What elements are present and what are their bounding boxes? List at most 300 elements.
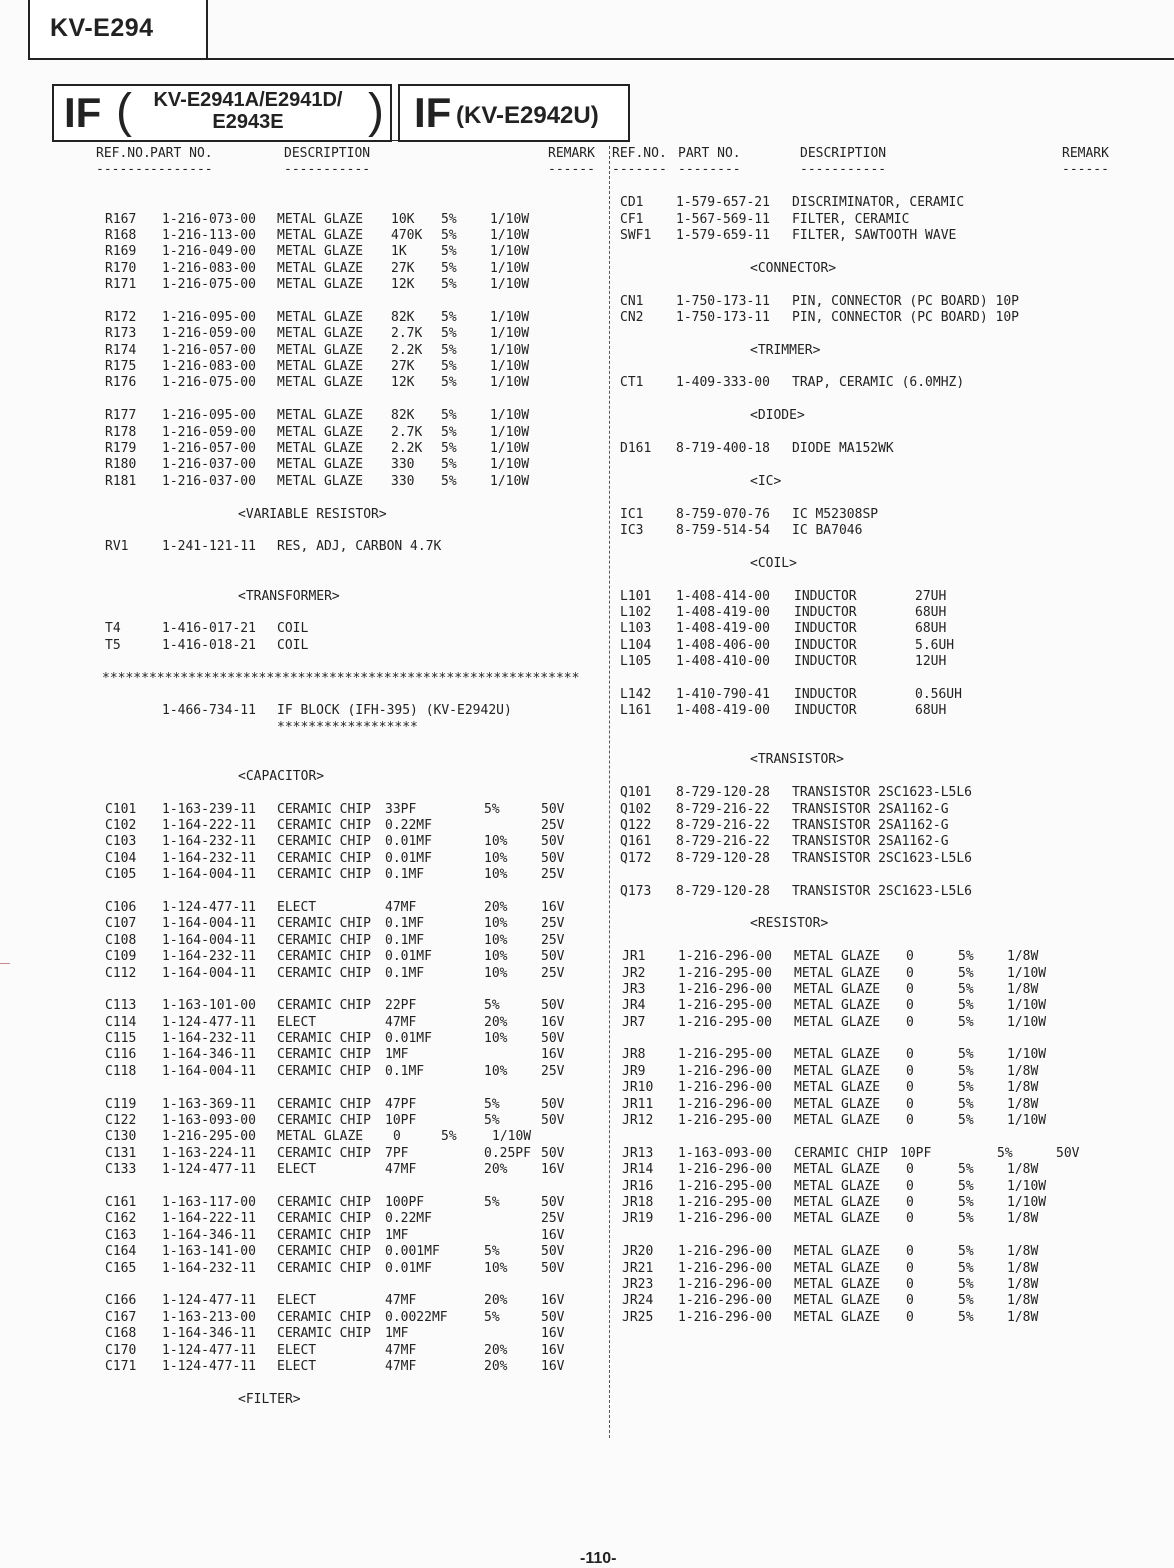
desc-field-3: 5% <box>958 1276 974 1292</box>
part-row <box>612 949 1172 965</box>
desc-field-2: 12UH <box>915 654 947 670</box>
parts-list-right <box>612 146 1172 1326</box>
col-description: ----------- <box>800 162 887 178</box>
section-heading <box>0 769 606 785</box>
desc-field-3: 10% <box>484 1031 508 1047</box>
desc-field-1: METAL GLAZE <box>794 1211 881 1227</box>
desc-field-1: COIL <box>277 637 309 653</box>
desc-field-1: INDUCTOR <box>794 588 857 604</box>
desc-field-1: CERAMIC CHIP <box>277 1309 371 1325</box>
desc-field-1: ELECT <box>277 899 317 915</box>
blank-row <box>612 539 1172 555</box>
desc-field-1: METAL GLAZE <box>794 1063 881 1079</box>
ref-no: JR14 <box>622 1162 654 1178</box>
desc-field-4: 1/8W <box>1007 1063 1039 1079</box>
part-row <box>612 638 1172 654</box>
ref-no: R180 <box>105 457 137 473</box>
ref-no: C112 <box>105 965 137 981</box>
part-row <box>0 851 606 867</box>
ref-no: C105 <box>105 867 137 883</box>
ref-no: R175 <box>105 359 137 375</box>
section-title: <RESISTOR> <box>750 916 829 932</box>
desc-field-1: CERAMIC CHIP <box>277 1096 371 1112</box>
desc-field-1: CERAMIC CHIP <box>277 801 371 817</box>
desc-field-3: 5% <box>484 1309 500 1325</box>
desc-field-3: 20% <box>484 1293 508 1309</box>
part-no: 8-729-216-22 <box>676 818 770 834</box>
desc-field-4: 25V <box>541 867 565 883</box>
part-no: 1-164-232-11 <box>162 949 256 965</box>
section-title: <VARIABLE RESISTOR> <box>238 506 387 522</box>
ref-no: JR3 <box>622 981 646 997</box>
desc-field-1: METAL GLAZE <box>277 359 364 375</box>
desc-field-4: 50V <box>541 1145 565 1161</box>
desc-field-1: METAL GLAZE <box>794 1293 881 1309</box>
blank-row <box>612 769 1172 785</box>
desc-field-2: 47MF <box>385 899 417 915</box>
desc-field-3: 5% <box>958 965 974 981</box>
desc-field-3: 5% <box>441 227 457 243</box>
desc-field-1: INDUCTOR <box>794 654 857 670</box>
desc-field-2: 0.56UH <box>915 686 962 702</box>
ref-no: C118 <box>105 1063 137 1079</box>
part-row <box>0 802 606 818</box>
desc-field-1: METAL GLAZE <box>794 981 881 997</box>
desc-field-3: 5% <box>441 408 457 424</box>
desc-field-2: 7PF <box>385 1145 409 1161</box>
part-no: 1-408-419-00 <box>676 604 770 620</box>
edge-mark <box>0 963 10 964</box>
section-heading <box>612 474 1172 490</box>
desc-field-1: CERAMIC CHIP <box>277 1113 371 1129</box>
part-row <box>612 523 1172 539</box>
desc-field-3: 20% <box>484 1358 508 1374</box>
part-row <box>612 1211 1172 1227</box>
ref-no: L104 <box>620 637 652 653</box>
desc-field-4: 1/8W <box>1007 1211 1039 1227</box>
section-title: <DIODE> <box>750 408 805 424</box>
desc-field-3: 5% <box>958 1063 974 1079</box>
part-row <box>612 982 1172 998</box>
part-no: 1-216-037-00 <box>162 473 256 489</box>
desc-field-1: METAL GLAZE <box>794 998 881 1014</box>
col-remark: REMARK <box>548 146 595 161</box>
desc-field-4: 1/10W <box>490 375 530 391</box>
section-heading <box>612 408 1172 424</box>
desc-field-4: 1/8W <box>1007 1276 1039 1292</box>
blank-row <box>0 556 606 572</box>
desc-field-2: 0 <box>906 1080 914 1096</box>
blank-row <box>0 294 606 310</box>
desc-field-2: 0 <box>906 981 914 997</box>
ref-no: C115 <box>105 1031 137 1047</box>
part-no: 1-124-477-11 <box>162 1293 256 1309</box>
desc-field-2: 330 <box>391 473 415 489</box>
desc-field-1: FILTER, SAWTOOTH WAVE <box>792 227 957 243</box>
desc-field-1: IC BA7046 <box>792 522 863 538</box>
part-no: 1-408-406-00 <box>676 637 770 653</box>
blank-row <box>612 277 1172 293</box>
part-no: 1-216-296-00 <box>678 1276 772 1292</box>
desc-field-1: METAL GLAZE <box>794 949 881 965</box>
desc-field-3: 20% <box>484 1162 508 1178</box>
part-row <box>0 703 606 719</box>
desc-field-2: 0 <box>906 1047 914 1063</box>
desc-field-1: CERAMIC CHIP <box>277 998 371 1014</box>
desc-field-4: 16V <box>541 1162 565 1178</box>
ref-no: JR9 <box>622 1063 646 1079</box>
desc-field-2: 470K <box>391 227 423 243</box>
part-no: 1-408-414-00 <box>676 588 770 604</box>
section-heading <box>612 343 1172 359</box>
ref-no: C171 <box>105 1358 137 1374</box>
ref-no: Q101 <box>620 785 652 801</box>
part-no: 8-759-070-76 <box>676 506 770 522</box>
blank-row <box>0 1277 606 1293</box>
part-no: 8-729-216-22 <box>676 834 770 850</box>
blank-row <box>612 572 1172 588</box>
desc-field-3: 5% <box>441 473 457 489</box>
desc-field-1: INDUCTOR <box>794 621 857 637</box>
desc-field-3: 10% <box>484 916 508 932</box>
desc-field-2: 27UH <box>915 588 947 604</box>
ref-no: C116 <box>105 1047 137 1063</box>
desc-field-2: 27K <box>391 359 415 375</box>
desc-field-2: 2.7K <box>391 424 423 440</box>
ref-no: C107 <box>105 916 137 932</box>
desc-field-4: 16V <box>541 1227 565 1243</box>
ref-no: C114 <box>105 1014 137 1030</box>
part-no: 8-729-120-28 <box>676 785 770 801</box>
blank-row <box>612 1129 1172 1145</box>
desc-field-4: 1/8W <box>1007 981 1039 997</box>
part-no: 1-750-173-11 <box>676 293 770 309</box>
desc-field-4: 25V <box>541 965 565 981</box>
desc-field-2: 0.22MF <box>385 818 432 834</box>
desc-field-1: METAL GLAZE <box>794 1178 881 1194</box>
ref-no: Q102 <box>620 801 652 817</box>
desc-field-4: 50V <box>541 1244 565 1260</box>
stars: ************************************************************* <box>102 670 580 686</box>
desc-field-1: CERAMIC CHIP <box>277 850 371 866</box>
desc-field-4: 1/10W <box>490 457 530 473</box>
part-row <box>0 441 606 457</box>
part-row <box>612 589 1172 605</box>
part-no: 1-216-296-00 <box>678 1244 772 1260</box>
desc-field-3: 5% <box>441 342 457 358</box>
desc-field-2: 0.01MF <box>385 1260 432 1276</box>
part-no: 1-216-037-00 <box>162 457 256 473</box>
desc-field-1: METAL GLAZE <box>277 227 364 243</box>
part-no: 1-216-075-00 <box>162 277 256 293</box>
part-row <box>612 605 1172 621</box>
column-header-row <box>0 146 606 162</box>
part-no: 1-164-004-11 <box>162 965 256 981</box>
col-ref-no: REF.NO. <box>96 146 151 161</box>
separator-stars <box>0 671 606 687</box>
desc-field-3: 5% <box>441 1129 457 1145</box>
part-no: 1-163-369-11 <box>162 1096 256 1112</box>
part-row <box>0 1064 606 1080</box>
part-row <box>612 375 1172 391</box>
desc-field-4: 16V <box>541 1047 565 1063</box>
desc-field-1: TRANSISTOR 2SA1162-G <box>792 834 949 850</box>
desc-field-2: 0 <box>906 1113 914 1129</box>
desc-field-2: 100PF <box>385 1195 425 1210</box>
desc-field-3: 5% <box>958 998 974 1014</box>
desc-field-3: 5% <box>484 1244 500 1260</box>
desc-field-4: 1/8W <box>1007 1244 1039 1260</box>
desc-field-4: 50V <box>541 834 565 850</box>
ref-no: JR24 <box>622 1293 654 1309</box>
desc-field-4: 50V <box>541 850 565 866</box>
blank-row <box>0 982 606 998</box>
part-row <box>0 1293 606 1309</box>
desc-field-2: 0.01MF <box>385 834 432 850</box>
ref-no: JR11 <box>622 1096 654 1112</box>
desc-field-4: 25V <box>541 1063 565 1079</box>
part-no: 1-164-004-11 <box>162 1063 256 1079</box>
part-row <box>612 1113 1172 1129</box>
blank-row <box>0 687 606 703</box>
desc-field-3: 5% <box>958 981 974 997</box>
parts-list-left <box>0 146 606 1408</box>
desc-field-3: 5% <box>484 1195 500 1210</box>
desc-field-3: 10% <box>484 1063 508 1079</box>
blank-row <box>0 605 606 621</box>
col-ref-no: ------- <box>612 162 667 178</box>
desc-field-3: 5% <box>958 1096 974 1112</box>
blank-row <box>0 572 606 588</box>
part-no: 1-216-296-00 <box>678 1293 772 1309</box>
desc-field-2: 5.6UH <box>915 637 955 653</box>
part-no: 1-124-477-11 <box>162 1342 256 1358</box>
column-divider <box>609 146 610 1438</box>
desc-field-4: 50V <box>1056 1145 1080 1161</box>
desc-field-2: 0 <box>906 1162 914 1178</box>
desc-field-1: METAL GLAZE <box>794 965 881 981</box>
desc-field-4: 1/10W <box>490 473 530 489</box>
blank-row <box>612 1228 1172 1244</box>
part-no: 1-216-073-00 <box>162 211 256 227</box>
ref-no: C167 <box>105 1309 137 1325</box>
part-row <box>0 261 606 277</box>
desc-field-3: 5% <box>441 359 457 375</box>
desc-field-3: 5% <box>441 277 457 293</box>
desc-field-2: 47MF <box>385 1342 417 1358</box>
blank-row <box>612 671 1172 687</box>
header-right-models: (KV-E2942U) <box>456 102 599 129</box>
ref-no: CF1 <box>620 211 644 227</box>
part-no: 1-216-296-00 <box>678 1162 772 1178</box>
part-no: 1-408-419-00 <box>676 703 770 719</box>
part-row <box>0 1195 606 1211</box>
blank-row <box>0 752 606 768</box>
desc-field-1: CERAMIC CHIP <box>277 916 371 932</box>
desc-field-1: PIN, CONNECTOR (PC BOARD) 10P <box>792 309 1019 325</box>
part-no: 1-216-295-00 <box>678 1047 772 1063</box>
part-row <box>0 966 606 982</box>
part-row <box>0 949 606 965</box>
part-row <box>0 1211 606 1227</box>
ref-no: IC1 <box>620 506 644 522</box>
desc-field-4: 16V <box>541 1293 565 1309</box>
desc-field-3: 5% <box>441 211 457 227</box>
col-remark: ------ <box>1062 162 1109 178</box>
desc-field-1: RES, ADJ, CARBON 4.7K <box>277 539 442 555</box>
desc-field-4: 50V <box>541 1113 565 1129</box>
part-row <box>0 1244 606 1260</box>
part-row <box>0 408 606 424</box>
header-box-left <box>52 84 392 142</box>
part-no: 8-729-120-28 <box>676 850 770 866</box>
desc-field-3: 5% <box>441 457 457 473</box>
ref-no: R169 <box>105 244 137 260</box>
header-left-models-line1: KV-E2941A/E2941D/ <box>153 89 343 111</box>
part-no: 1-216-095-00 <box>162 408 256 424</box>
part-row <box>0 621 606 637</box>
part-row <box>612 1080 1172 1096</box>
part-no: 1-416-017-21 <box>162 621 256 637</box>
top-rule <box>28 58 1174 60</box>
desc-field-1: DIODE MA152WK <box>792 441 894 457</box>
part-no: 1-409-333-00 <box>676 375 770 391</box>
part-row <box>612 1261 1172 1277</box>
part-row <box>612 294 1172 310</box>
header-box-right <box>398 84 630 142</box>
ref-no: T4 <box>105 621 121 637</box>
desc-field-1: METAL GLAZE <box>277 424 364 440</box>
ref-no: JR7 <box>622 1014 646 1030</box>
desc-field-3: 5% <box>441 260 457 276</box>
desc-field-4: 25V <box>541 818 565 834</box>
desc-field-1: INDUCTOR <box>794 686 857 702</box>
desc-field-1: METAL GLAZE <box>277 211 364 227</box>
ref-no: C165 <box>105 1260 137 1276</box>
ref-no: CT1 <box>620 375 644 391</box>
desc-field-3: 10% <box>484 949 508 965</box>
desc-field-4: 1/10W <box>492 1129 532 1145</box>
ref-no: JR25 <box>622 1309 654 1325</box>
part-row <box>0 818 606 834</box>
ref-no: R172 <box>105 309 137 325</box>
desc-field-1: CERAMIC CHIP <box>277 1047 371 1063</box>
part-no: 1-216-296-00 <box>678 1211 772 1227</box>
col-remark: REMARK <box>1062 146 1109 161</box>
desc-field-1: CERAMIC CHIP <box>277 1326 371 1342</box>
ref-no: JR16 <box>622 1178 654 1194</box>
desc-field-4: 1/10W <box>490 309 530 325</box>
desc-field-1: METAL GLAZE <box>277 244 364 260</box>
part-no: 1-164-346-11 <box>162 1326 256 1342</box>
desc-field-4: 1/8W <box>1007 1260 1039 1276</box>
part-row <box>612 654 1172 670</box>
blank-row <box>612 425 1172 441</box>
desc-field-4: 1/10W <box>490 359 530 375</box>
desc-field-1: CERAMIC CHIP <box>277 1211 371 1227</box>
desc-field-4: 1/10W <box>490 326 530 342</box>
part-no: 1-750-173-11 <box>676 309 770 325</box>
desc-field-2: 0 <box>906 1195 914 1210</box>
header-underline <box>52 140 626 141</box>
desc-field-1: COIL <box>277 621 309 637</box>
part-no: 1-163-224-11 <box>162 1145 256 1161</box>
col-part-no: PART NO. <box>150 146 213 161</box>
desc-field-2: 33PF <box>385 801 417 817</box>
ref-no: R181 <box>105 473 137 489</box>
part-no: 1-216-083-00 <box>162 359 256 375</box>
part-no: 1-216-296-00 <box>678 1096 772 1112</box>
ref-no: R173 <box>105 326 137 342</box>
ref-no: C133 <box>105 1162 137 1178</box>
desc-field-4: 50V <box>541 949 565 965</box>
ref-no: L103 <box>620 621 652 637</box>
part-row <box>0 343 606 359</box>
part-row <box>612 1162 1172 1178</box>
desc-field-3: 5% <box>997 1145 1013 1161</box>
desc-field-2: 0 <box>906 1244 914 1260</box>
desc-field-2: 0 <box>906 1260 914 1276</box>
col-part-no: -------- <box>150 162 213 178</box>
blank-row <box>612 933 1172 949</box>
desc-field-2: 68UH <box>915 703 947 719</box>
part-no: 1-466-734-11 <box>162 703 256 719</box>
col-part-no: -------- <box>678 162 741 178</box>
desc-field-3: 5% <box>441 424 457 440</box>
desc-field-1: CERAMIC CHIP <box>277 834 371 850</box>
desc-field-2: 0 <box>906 1276 914 1292</box>
desc-field-2: 0.01MF <box>385 949 432 965</box>
part-no: 1-124-477-11 <box>162 1162 256 1178</box>
desc-field-3: 10% <box>484 834 508 850</box>
desc-field-1: IC M52308SP <box>792 506 879 522</box>
column-header-underline <box>0 162 606 178</box>
part-row <box>0 1359 606 1375</box>
desc-field-1: CERAMIC CHIP <box>277 949 371 965</box>
desc-field-4: 1/8W <box>1007 1309 1039 1325</box>
part-row <box>612 687 1172 703</box>
ref-no: R168 <box>105 227 137 243</box>
desc-field-2: 0.0022MF <box>385 1309 448 1325</box>
part-row <box>612 1195 1172 1211</box>
part-row <box>612 818 1172 834</box>
ref-no: JR8 <box>622 1047 646 1063</box>
blank-row <box>0 736 606 752</box>
part-row <box>0 310 606 326</box>
desc-field-4: 1/8W <box>1007 1293 1039 1309</box>
desc-field-2: 0 <box>906 998 914 1014</box>
ref-no: C131 <box>105 1145 137 1161</box>
part-no: 1-164-346-11 <box>162 1227 256 1243</box>
section-heading <box>0 1392 606 1408</box>
part-row <box>0 1129 606 1145</box>
desc-field-1: CERAMIC CHIP <box>277 1031 371 1047</box>
section-title: <TRANSISTOR> <box>750 752 844 768</box>
ref-no: C161 <box>105 1195 137 1210</box>
blank-row <box>612 867 1172 883</box>
part-row <box>612 884 1172 900</box>
part-no: 1-164-222-11 <box>162 1211 256 1227</box>
part-no: 1-216-059-00 <box>162 326 256 342</box>
ref-no: C168 <box>105 1326 137 1342</box>
part-row <box>612 1310 1172 1326</box>
desc-field-1: INDUCTOR <box>794 637 857 653</box>
desc-field-1: ELECT <box>277 1014 317 1030</box>
desc-field-4: 50V <box>541 801 565 817</box>
part-no: 1-216-295-00 <box>162 1129 256 1145</box>
part-row <box>612 834 1172 850</box>
part-no: 1-164-232-11 <box>162 1260 256 1276</box>
